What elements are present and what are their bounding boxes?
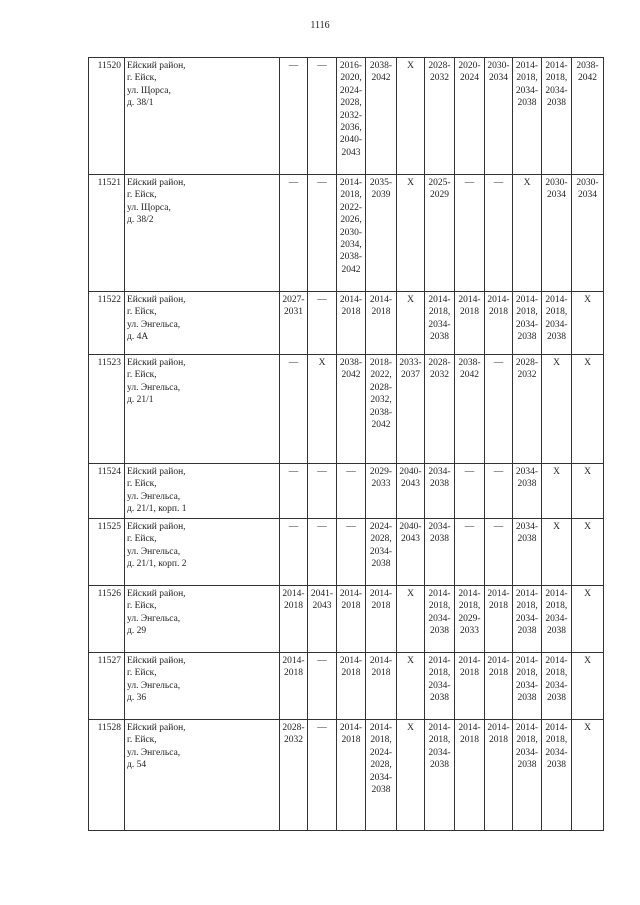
schedule-cell: —: [308, 653, 337, 720]
schedule-cell: X: [397, 175, 425, 292]
schedule-cell: 2041- 2043: [308, 586, 337, 653]
schedule-cell: X: [542, 519, 572, 586]
schedule-cell: 2014- 2018: [455, 653, 485, 720]
schedule-cell: 2034- 2038: [425, 519, 455, 586]
record-number: 11525: [89, 519, 125, 586]
schedule-cell: 2014- 2018, 2034- 2038: [425, 720, 455, 831]
schedule-cell: —: [485, 464, 513, 519]
schedule-cell: 2014- 2018: [337, 653, 366, 720]
table-row: [89, 653, 604, 720]
schedule-cell: X: [308, 355, 337, 464]
table-row: [89, 586, 604, 653]
schedule-cell: 2014- 2018, 2034- 2038: [513, 586, 542, 653]
schedule-cell: X: [572, 653, 604, 720]
table-row: [89, 720, 604, 831]
schedule-cell: 2028- 2032: [425, 355, 455, 464]
table-row: [89, 292, 604, 355]
record-number: 11524: [89, 464, 125, 519]
building-address: Ейский район, г. Ейск, ул. Энгельса, д. 29: [125, 586, 280, 653]
schedule-cell: —: [280, 464, 308, 519]
schedule-cell: 2014- 2018: [455, 720, 485, 831]
schedule-cell: X: [542, 355, 572, 464]
schedule-cell: 2029- 2033: [366, 464, 397, 519]
schedule-cell: 2016- 2020, 2024- 2028, 2032- 2036, 2040- 2043: [337, 58, 366, 175]
record-number: 11527: [89, 653, 125, 720]
schedule-cell: 2014- 2018, 2022- 2026, 2030- 2034, 2038- 2042: [337, 175, 366, 292]
schedule-cell: —: [455, 175, 485, 292]
building-address: Ейский район, г. Ейск, ул. Энгельса, д. 21/1: [125, 355, 280, 464]
schedule-cell: 2040- 2043: [397, 519, 425, 586]
record-number: 11523: [89, 355, 125, 464]
schedule-cell: X: [397, 653, 425, 720]
building-address: Ейский район, г. Ейск, ул. Щорса, д. 38/2: [125, 175, 280, 292]
schedule-cell: 2014- 2018: [337, 720, 366, 831]
building-address: Ейский район, г. Ейск, ул. Энгельса, д. 4А: [125, 292, 280, 355]
schedule-cell: X: [572, 586, 604, 653]
schedule-cell: 2038- 2042: [366, 58, 397, 175]
schedule-cell: 2034- 2038: [425, 464, 455, 519]
schedule-cell: 2014- 2018: [280, 586, 308, 653]
schedule-cell: 2034- 2038: [513, 464, 542, 519]
housing-schedule-table: [88, 57, 604, 831]
schedule-cell: 2035- 2039: [366, 175, 397, 292]
schedule-cell: X: [397, 58, 425, 175]
building-address: Ейский район, г. Ейск, ул. Энгельса, д. 21/1, корп. 2: [125, 519, 280, 586]
schedule-cell: 2014- 2018: [280, 653, 308, 720]
schedule-cell: —: [485, 175, 513, 292]
schedule-cell: 2014- 2018: [485, 720, 513, 831]
schedule-cell: 2014- 2018, 2034- 2038: [513, 58, 542, 175]
schedule-cell: 2014- 2018, 2034- 2038: [542, 58, 572, 175]
schedule-cell: 2028- 2032: [425, 58, 455, 175]
table-row: [89, 355, 604, 464]
schedule-cell: —: [280, 355, 308, 464]
building-address: Ейский район, г. Ейск, ул. Энгельса, д. 54: [125, 720, 280, 831]
schedule-cell: 2014- 2018, 2034- 2038: [425, 653, 455, 720]
schedule-cell: 2030- 2034: [485, 58, 513, 175]
schedule-cell: 2028- 2032: [280, 720, 308, 831]
schedule-cell: 2014- 2018, 2034- 2038: [425, 292, 455, 355]
table-row: [89, 519, 604, 586]
schedule-cell: 2024- 2028, 2034- 2038: [366, 519, 397, 586]
record-number: 11522: [89, 292, 125, 355]
building-address: Ейский район, г. Ейск, ул. Щорса, д. 38/1: [125, 58, 280, 175]
schedule-cell: —: [280, 58, 308, 175]
schedule-cell: 2014- 2018, 2029- 2033: [455, 586, 485, 653]
schedule-cell: 2014- 2018, 2034- 2038: [542, 720, 572, 831]
schedule-cell: 2033- 2037: [397, 355, 425, 464]
record-number: 11528: [89, 720, 125, 831]
schedule-cell: —: [485, 355, 513, 464]
schedule-cell: 2014- 2018: [485, 653, 513, 720]
schedule-cell: —: [308, 292, 337, 355]
schedule-cell: 2014- 2018, 2034- 2038: [425, 586, 455, 653]
schedule-cell: 2014- 2018, 2024- 2028, 2034- 2038: [366, 720, 397, 831]
schedule-cell: X: [572, 720, 604, 831]
schedule-cell: 2014- 2018, 2034- 2038: [513, 653, 542, 720]
schedule-cell: —: [308, 58, 337, 175]
record-number: 11526: [89, 586, 125, 653]
schedule-cell: 2028- 2032: [513, 355, 542, 464]
schedule-cell: 2038- 2042: [337, 355, 366, 464]
schedule-cell: 2020- 2024: [455, 58, 485, 175]
building-address: Ейский район, г. Ейск, ул. Энгельса, д. 21/1, корп. 1: [125, 464, 280, 519]
table-row: [89, 175, 604, 292]
page-number: 1116: [310, 20, 330, 31]
schedule-cell: —: [280, 519, 308, 586]
schedule-cell: —: [280, 175, 308, 292]
schedule-cell: X: [397, 292, 425, 355]
schedule-cell: —: [485, 519, 513, 586]
schedule-cell: 2014- 2018, 2034- 2038: [542, 586, 572, 653]
schedule-cell: 2014- 2018: [366, 653, 397, 720]
schedule-cell: —: [455, 464, 485, 519]
record-number: 11521: [89, 175, 125, 292]
schedule-cell: 2014- 2018, 2034- 2038: [513, 292, 542, 355]
schedule-cell: 2014- 2018: [485, 586, 513, 653]
schedule-cell: 2014- 2018, 2034- 2038: [542, 653, 572, 720]
schedule-cell: —: [308, 464, 337, 519]
schedule-cell: X: [572, 464, 604, 519]
schedule-cell: 2014- 2018: [337, 292, 366, 355]
schedule-cell: X: [572, 355, 604, 464]
schedule-cell: 2014- 2018: [366, 586, 397, 653]
schedule-cell: —: [337, 464, 366, 519]
schedule-cell: 2014- 2018, 2034- 2038: [513, 720, 542, 831]
schedule-cell: 2014- 2018: [485, 292, 513, 355]
schedule-cell: 2014- 2018: [455, 292, 485, 355]
schedule-cell: X: [397, 720, 425, 831]
schedule-cell: X: [542, 464, 572, 519]
schedule-cell: 2034- 2038: [513, 519, 542, 586]
schedule-cell: 2014- 2018: [337, 586, 366, 653]
schedule-cell: 2030- 2034: [542, 175, 572, 292]
schedule-cell: —: [308, 175, 337, 292]
schedule-cell: 2040- 2043: [397, 464, 425, 519]
schedule-cell: X: [513, 175, 542, 292]
schedule-cell: 2018- 2022, 2028- 2032, 2038- 2042: [366, 355, 397, 464]
table-row: [89, 58, 604, 175]
building-address: Ейский район, г. Ейск, ул. Энгельса, д. 36: [125, 653, 280, 720]
schedule-cell: 2014- 2018: [366, 292, 397, 355]
schedule-cell: —: [337, 519, 366, 586]
schedule-cell: 2038- 2042: [572, 58, 604, 175]
schedule-cell: —: [308, 720, 337, 831]
schedule-cell: 2014- 2018, 2034- 2038: [542, 292, 572, 355]
schedule-cell: X: [397, 586, 425, 653]
schedule-cell: X: [572, 292, 604, 355]
schedule-cell: —: [455, 519, 485, 586]
table-row: [89, 464, 604, 519]
schedule-cell: —: [308, 519, 337, 586]
schedule-cell: 2038- 2042: [455, 355, 485, 464]
schedule-cell: 2025- 2029: [425, 175, 455, 292]
schedule-cell: 2027- 2031: [280, 292, 308, 355]
schedule-cell: X: [572, 519, 604, 586]
record-number: 11520: [89, 58, 125, 175]
schedule-cell: 2030- 2034: [572, 175, 604, 292]
